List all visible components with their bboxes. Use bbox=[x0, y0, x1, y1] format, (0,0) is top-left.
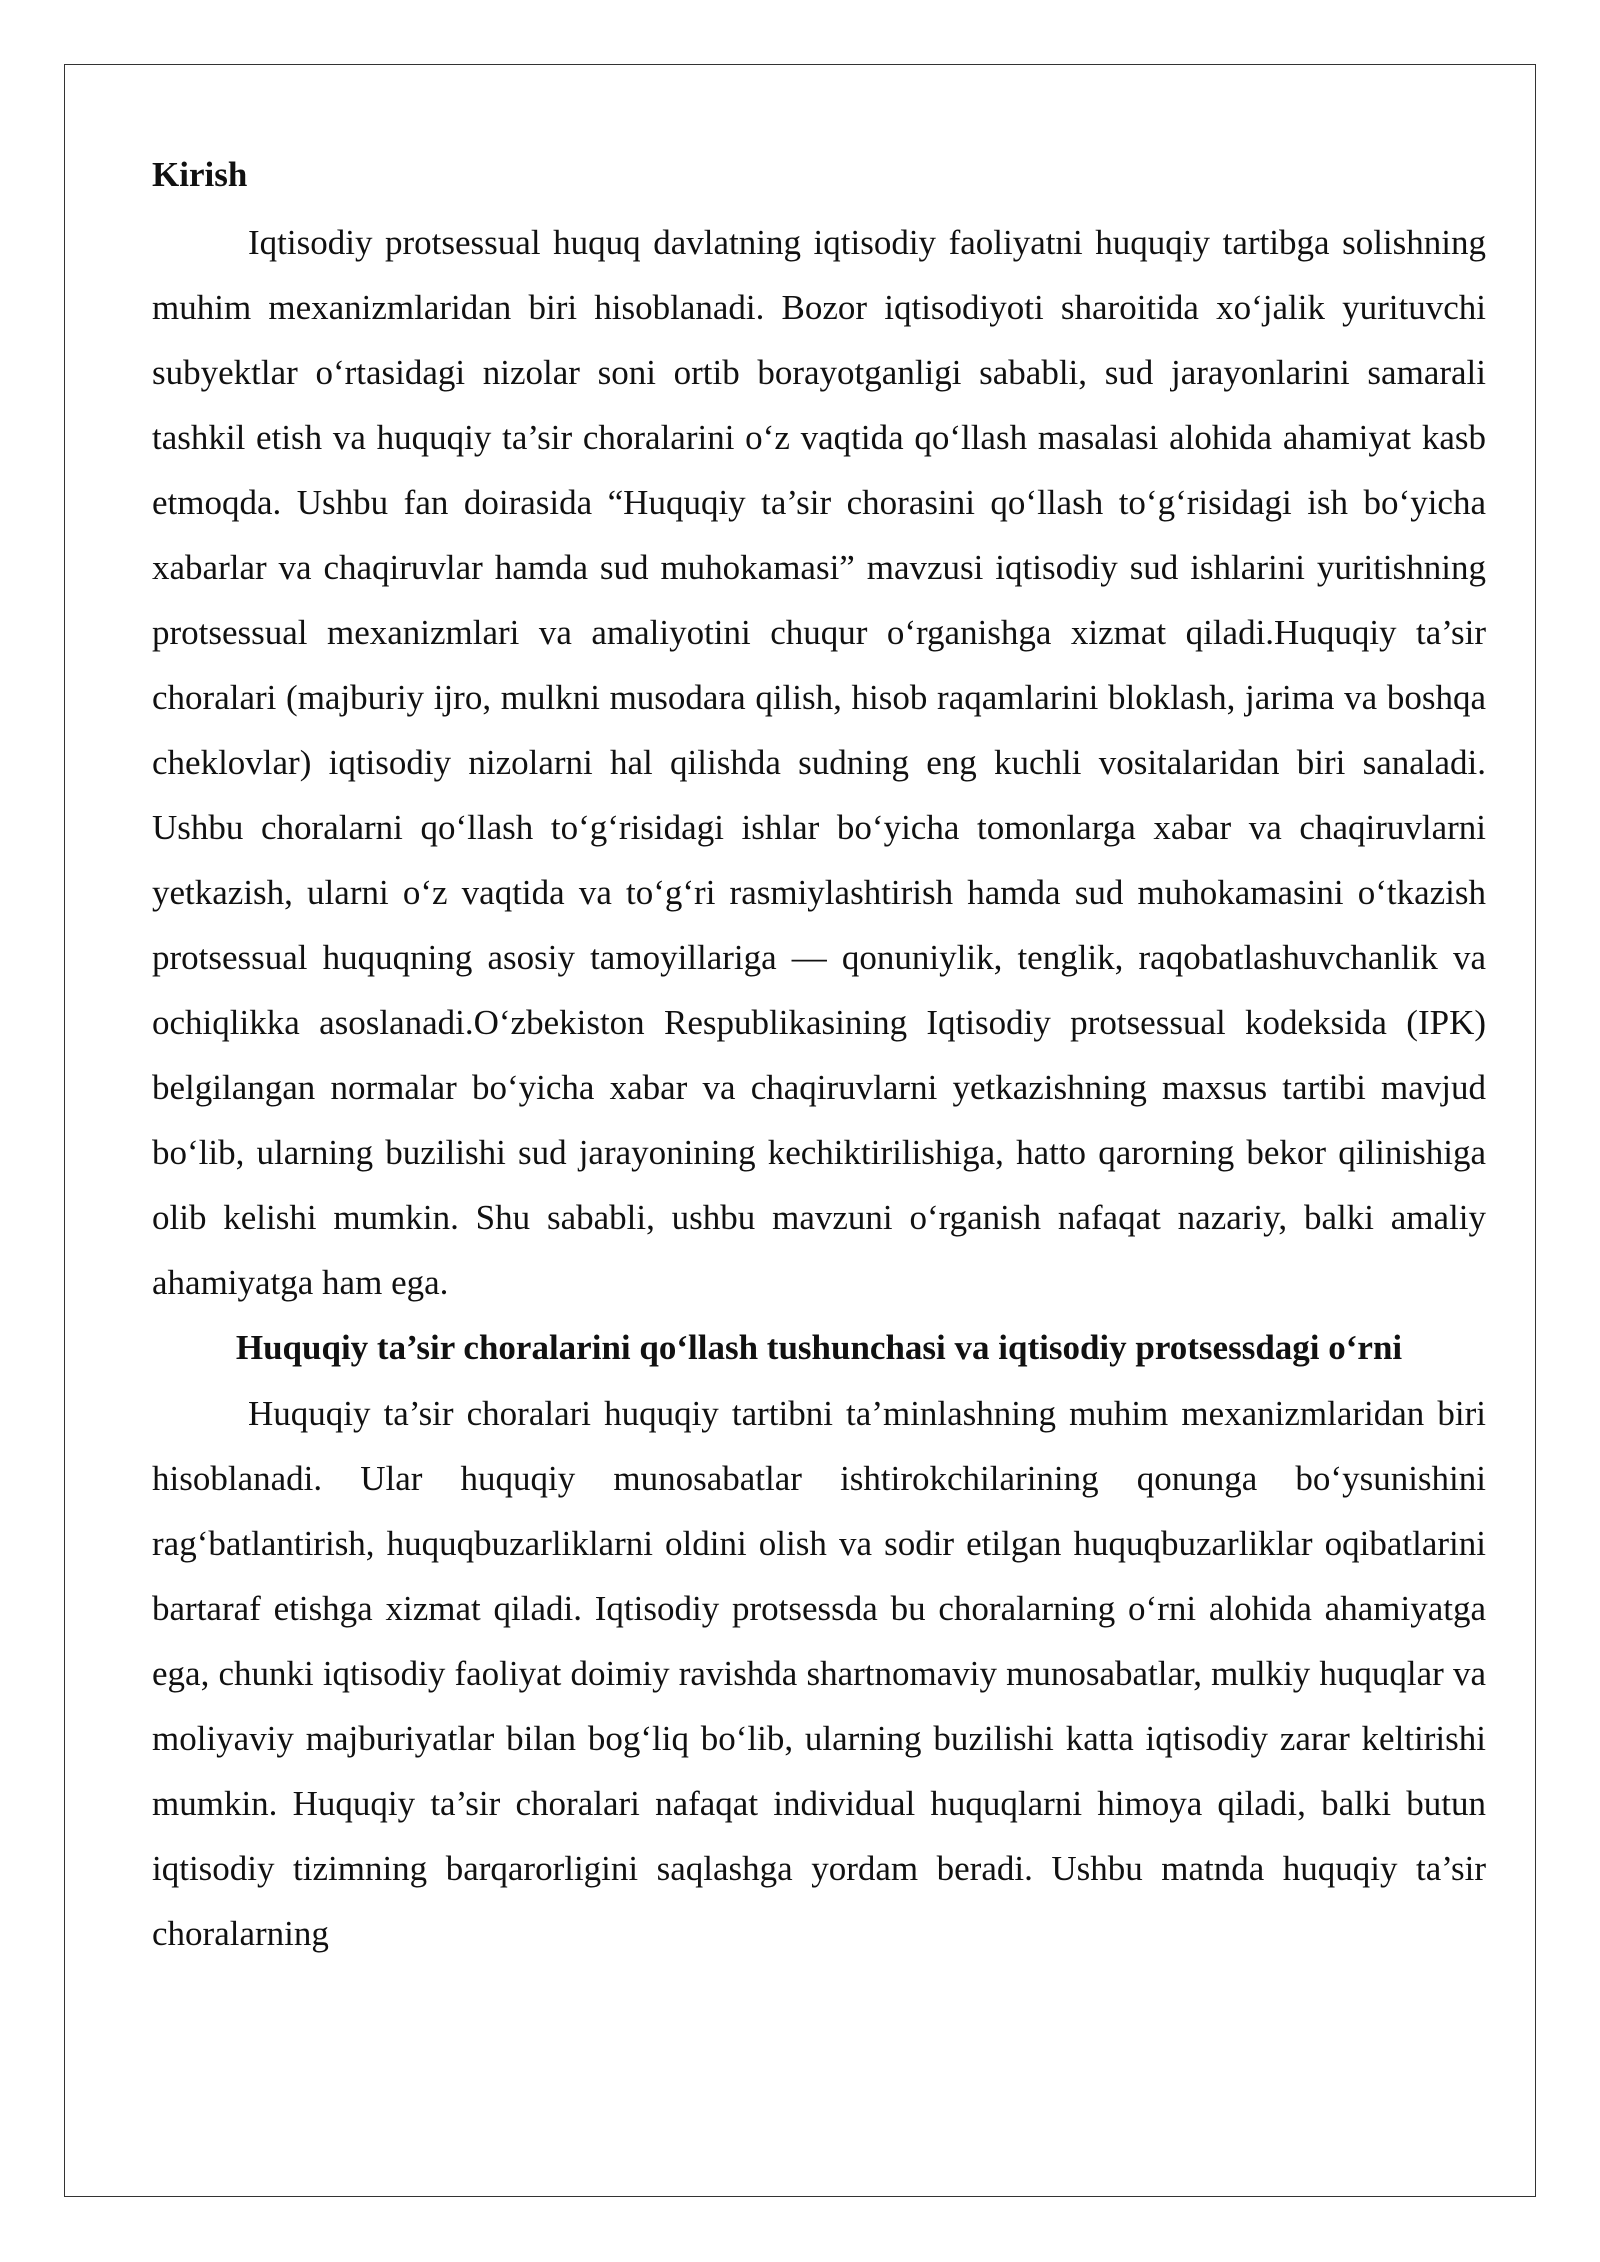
heading-intro: Kirish bbox=[152, 155, 248, 194]
heading-section: Huquqiy ta’sir choralarini qo‘llash tushunchasi va iqtisodiy protsessdagi o‘rni bbox=[235, 1328, 1403, 1367]
document-body bbox=[152, 140, 1486, 1966]
paragraph-intro: Iqtisodiy protsessual huquq davlatning iqtisodiy faoliyatni huquqiy tartibga solishning muhim mexanizmlaridan biri hisoblanadi. Bozor iqtisodiyoti sharoitida xo‘jalik yurituvchi subyektlar o‘rtasidagi nizolar soni ortib borayotganligi sababli, sud jarayonlarini samarali tashkil etish va huquqiy ta’sir choralarini o‘z vaqtida qo‘llash masalasi alohida ahamiyat kasb etmoqda. Ushbu fan doirasida “Huquqiy ta’sir chorasini qo‘llash to‘g‘risidagi ish bo‘yicha xabarlar va chaqiruvlar hamda sud muhokamasi” mavzusi iqtisodiy sud ishlarini yuritishning protsessual mexanizmlari va amaliyotini chuqur o‘rganishga xizmat qiladi.Huquqiy ta’sir choralari (majburiy ijro, mulkni musodara qilish, hisob raqamlarini bloklash, jarima va boshqa cheklovlar) iqtisodiy nizolarni hal qilishda sudning eng kuchli vositalaridan biri sanaladi. Ushbu choralarni qo‘llash to‘g‘risidagi ishlar bo‘yicha tomonlarga xabar va chaqiruvlarni yetkazish, ularni o‘z vaqtida va to‘g‘ri rasmiylashtirish hamda sud muhokamasini o‘tkazish protsessual huquqning asosiy tamoyillariga — qonuniylik, tenglik, raqobatlashuvchanlik va ochiqlikka asoslanadi.O‘zbekiston Respublikasining Iqtisodiy protsessual kodeksida (IPK) belgilangan normalar bo‘yicha xabar va chaqiruvlarni yetkazishning maxsus tartibi mavjud bo‘lib, ularning buzilishi sud jarayonining kechiktirilishiga, hatto qarorning bekor qilinishiga olib kelishi mumkin. Shu sababli, ushbu mavzuni o‘rganish nafaqat nazariy, balki amaliy ahamiyatga ham ega. bbox=[152, 223, 1486, 1302]
paragraph-section: Huquqiy ta’sir choralari huquqiy tartibni ta’minlashning muhim mexanizmlaridan biri hisoblanadi. Ular huquqiy munosabatlar ishtirokchilarining qonunga bo‘ysunishini rag‘batlantirish, huquqbuzarliklarni oldini olish va sodir etilgan huquqbuzarliklar oqibatlarini bartaraf etishga xizmat qiladi. Iqtisodiy protsessda bu choralarning o‘rni alohida ahamiyatga ega, chunki iqtisodiy faoliyat doimiy ravishda shartnomaviy munosabatlar, mulkiy huquqlar va moliyaviy majburiyatlar bilan bog‘liq bo‘lib, ularning buzilishi katta iqtisodiy zarar keltirishi mumkin. Huquqiy ta’sir choralari nafaqat individual huquqlarni himoya qiladi, balki butun iqtisodiy tizimning barqarorligini saqlashga yordam beradi. Ushbu matnda huquqiy ta’sir choralarning bbox=[152, 1394, 1486, 1953]
